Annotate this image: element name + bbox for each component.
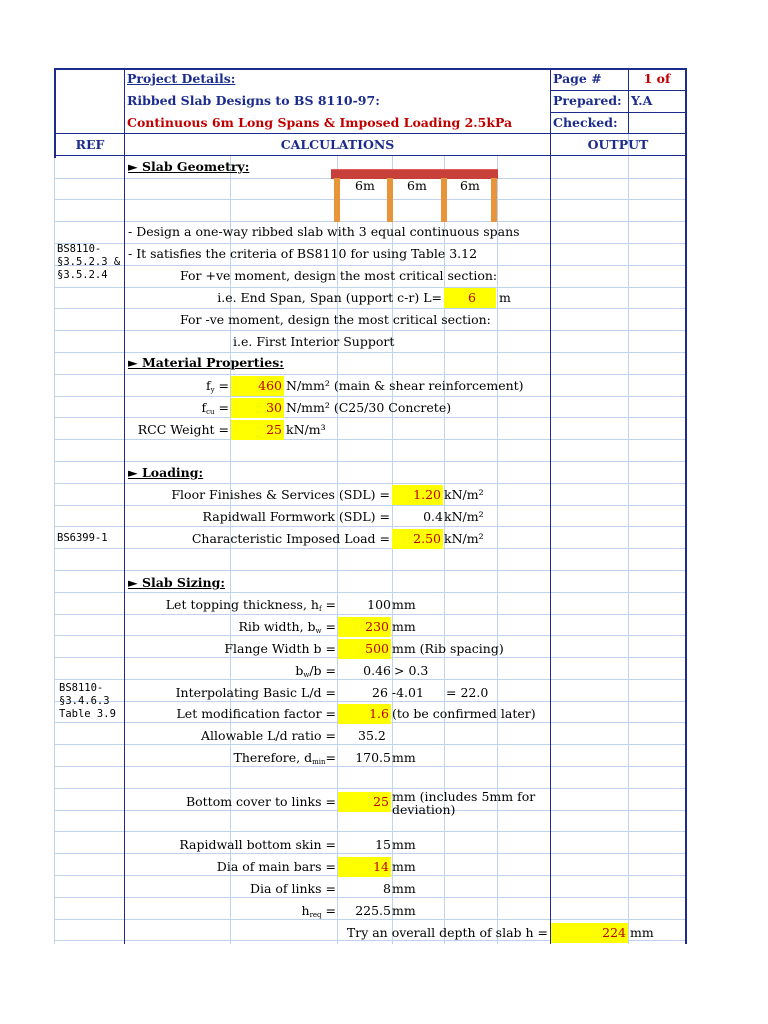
try-depth-input[interactable]: 224 xyxy=(551,923,628,943)
sizing-heading: ► Slab Sizing: xyxy=(128,575,225,590)
column-calculations: CALCULATIONS xyxy=(280,137,395,152)
dmin-label: Therefore, $d_{min}=$ xyxy=(233,750,336,766)
floor-finishes-label: Floor Finishes & Services (SDL) = xyxy=(171,487,390,502)
column-support-2 xyxy=(387,178,393,222)
imposed-load-unit: kN/m² xyxy=(444,531,484,546)
grid-row-line xyxy=(54,308,686,309)
modification-note: (to be confirmed later) xyxy=(392,706,536,721)
grid-row-line xyxy=(54,461,686,462)
ref-bs6399: BS6399-1 xyxy=(57,532,108,544)
rib-width-unit: mm xyxy=(392,619,416,634)
fy-label: $f_y$ = xyxy=(205,378,229,394)
topping-label: Let topping thickness, $h_f$ = xyxy=(165,597,336,613)
prepared-label: Prepared: xyxy=(553,93,622,108)
cover-label: Bottom cover to links = xyxy=(185,794,336,809)
geometry-line-5: For -ve moment, design the most critical section: xyxy=(180,312,491,327)
page-value: 1 of xyxy=(643,71,671,86)
topping-unit: mm xyxy=(392,597,416,612)
main-bars-unit: mm xyxy=(392,859,416,874)
grid-row-line xyxy=(54,505,686,506)
try-depth-label: Try an overall depth of slab h = xyxy=(346,925,548,940)
rib-width-label: Rib width, $b_w$ = xyxy=(238,619,336,635)
grid-row-line xyxy=(54,570,686,571)
material-heading: ► Material Properties: xyxy=(128,355,284,370)
loading-heading: ► Loading: xyxy=(128,465,204,480)
basic-ld-result: = 22.0 xyxy=(446,685,489,700)
fcu-label: $f_{cu}$ = xyxy=(201,400,229,416)
modification-input[interactable]: 1.6 xyxy=(338,704,391,724)
main-bars-input[interactable]: 14 xyxy=(338,857,391,877)
ratio-value: 0.46 xyxy=(363,663,391,678)
links-value: 8 xyxy=(383,881,391,896)
modification-label: Let modification factor = xyxy=(176,706,336,721)
hreq-value: 225.5 xyxy=(355,903,391,918)
main-bars-label: Dia of main bars = xyxy=(216,859,336,874)
dmin-unit: mm xyxy=(392,750,416,765)
floor-finishes-input[interactable]: 1.20 xyxy=(392,485,443,505)
span-length-unit: m xyxy=(499,290,511,305)
imposed-load-input[interactable]: 2.50 xyxy=(392,529,443,549)
ref-bs8110-a: BS8110- §3.5.2.3 & §3.5.2.4 xyxy=(57,243,121,281)
span-label-3: 6m xyxy=(460,178,480,193)
grid-row-line xyxy=(54,788,686,789)
ratio-label: $b_w/b$ = xyxy=(295,663,336,679)
border-right xyxy=(685,68,687,944)
formwork-label: Rapidwall Formwork (SDL) = xyxy=(202,509,390,524)
bottom-skin-label: Rapidwall bottom skin = xyxy=(179,837,336,852)
divider-output xyxy=(550,68,551,944)
prepared-value: Y.A xyxy=(631,93,653,108)
column-output: OUTPUT xyxy=(587,137,649,152)
column-support-3 xyxy=(441,178,447,222)
basic-ld-value: 26 -4.01 xyxy=(372,685,424,700)
span-label-1: 6m xyxy=(355,178,375,193)
fy-unit: N/mm² (main & shear reinforcement) xyxy=(286,378,524,393)
grid-row-line xyxy=(54,483,686,484)
rcc-unit: kN/m³ xyxy=(286,422,326,437)
formwork-unit: kN/m² xyxy=(444,509,484,524)
ref-bs8110-b: BS8110- §3.4.6.3 Table 3.9 xyxy=(59,682,116,720)
column-support-4 xyxy=(491,178,497,222)
border-header-1 xyxy=(54,133,686,134)
flange-width-input[interactable]: 500 xyxy=(338,639,391,659)
rcc-label: RCC Weight = xyxy=(137,422,229,437)
geometry-heading: ► Slab Geometry: xyxy=(128,159,250,174)
column-ref: REF xyxy=(75,137,105,152)
checked-label: Checked: xyxy=(553,115,618,130)
links-label: Dia of links = xyxy=(249,881,336,896)
grid-row-line xyxy=(54,330,686,331)
geometry-line-3: For +ve moment, design the most critical section: xyxy=(180,268,498,283)
project-subtitle: Continuous 6m Long Spans & Imposed Loading 2.5kPa xyxy=(127,115,513,130)
fy-input[interactable]: 460 xyxy=(231,376,284,396)
hreq-label: $h_{req}$ = xyxy=(301,903,336,919)
fcu-unit: N/mm² (C25/30 Concrete) xyxy=(286,400,452,415)
bottom-skin-unit: mm xyxy=(392,837,416,852)
span-label-2: 6m xyxy=(407,178,427,193)
topping-value: 100 xyxy=(367,597,391,612)
cover-input[interactable]: 25 xyxy=(338,792,391,812)
grid-row-line xyxy=(54,374,686,375)
hreq-unit: mm xyxy=(392,903,416,918)
geometry-line-6: i.e. First Interior Support xyxy=(233,334,395,349)
border-header-2 xyxy=(54,155,686,156)
page-label: Page # xyxy=(553,71,602,86)
column-support-1 xyxy=(334,178,340,222)
divider-ref xyxy=(124,68,125,944)
cover-unit: mm (includes 5mm for deviation) xyxy=(392,789,536,817)
floor-finishes-unit: kN/m² xyxy=(444,487,484,502)
span-length-label: i.e. End Span, Span (upport c-r) L= xyxy=(217,290,442,305)
grid-row-line xyxy=(54,831,686,832)
project-title: Ribbed Slab Designs to BS 8110-97: xyxy=(127,93,380,108)
formwork-value: 0.4 xyxy=(423,509,443,524)
imposed-load-label: Characteristic Imposed Load = xyxy=(191,531,390,546)
geometry-line-2: - It satisfies the criteria of BS8110 for using Table 3.12 xyxy=(128,246,478,261)
try-depth-unit: mm xyxy=(630,925,654,940)
project-label: Project Details: xyxy=(127,71,236,86)
span-length-input[interactable]: 6 xyxy=(444,288,496,308)
geometry-line-1: - Design a one-way ribbed slab with 3 equal continuous spans xyxy=(128,224,520,239)
dmin-value: 170.5 xyxy=(355,750,391,765)
flange-width-unit: mm (Rib spacing) xyxy=(392,641,504,656)
allowable-ld-value: 35.2 xyxy=(358,728,386,743)
links-unit: mm xyxy=(392,881,416,896)
flange-width-label: Flange Width b = xyxy=(224,641,336,656)
rcc-input[interactable]: 25 xyxy=(231,420,284,440)
basic-ld-label: Interpolating Basic L/d = xyxy=(175,685,336,700)
ratio-compare: > 0.3 xyxy=(394,663,429,678)
bottom-skin-value: 15 xyxy=(375,837,391,852)
grid-row-line xyxy=(54,199,686,200)
grid-row-line xyxy=(54,396,686,397)
fcu-input[interactable]: 30 xyxy=(231,398,284,418)
allowable-ld-label: Allowable L/d ratio = xyxy=(201,728,336,743)
rib-width-input[interactable]: 230 xyxy=(338,617,391,637)
